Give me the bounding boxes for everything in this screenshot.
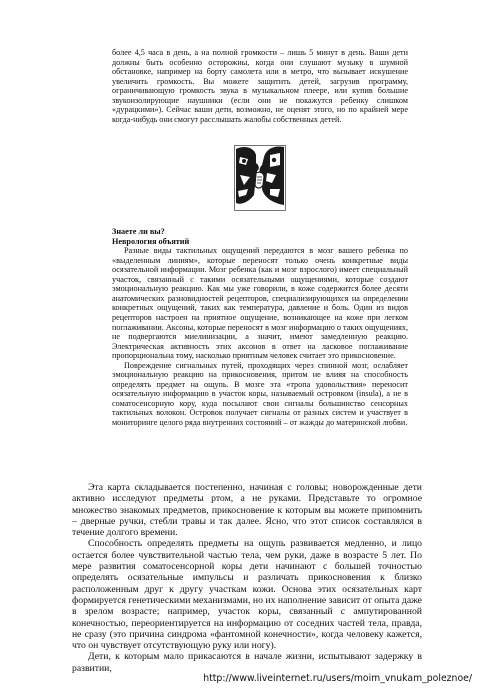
- text-box-top: [112, 48, 408, 124]
- footer-url-link[interactable]: http://www.liveinternet.ru/users/moim_vnukam_poleznoe/: [203, 673, 472, 684]
- two-faces-whisper-icon: [234, 145, 286, 211]
- sidebar-paragraph: Разные виды тактильных ощущений передаются в мозг вашего ребенка по «выделенным линиям», которые переносят только очень конкретные виды осязательной информации. Мозг ребенка (как и мозг взрослого) имеет специальный участок, связанный с такими осязательными ощущениями, которые создают эмоциональную реакцию. Как мы уже говорили, в коже содержится более десяти анатомических разновидностей рецепторов, специализирующихся на определении конкретных ощущений, таких как температура, давление и боль. Один из видов рецепторов настроен на приятное ощущение, возникающее на коже при легком поглаживании. Аксоны, которые переносят в мозг информацию о таких ощущениях, не подвергаются миелинизации, а значит, имеют замедленную реакцию. Электрическая активность этих аксонов в ответ на ласковое поглаживание пропорциональна тому, насколько приятным человек считает это прикосновение.: [112, 246, 408, 361]
- main-paragraph: Способность определять предметы на ощупь развивается медленно, и лицо остается более чувствительной частью тела, чем руки, даже в возрасте 5 лет. По мере развития соматосенсорной коры дети начинают с большей точностью определять осязательные импульсы и различать прикосновения к близко расположенным друг к другу участкам кожи. Основа этих осязательных карт формируется генетическими механизмами, но их наполнение зависит от опыта даже в зрелом возрасте; например, участок коры, связанный с ампутированной конечностью, переориентируется на информацию от соседних частей тела, правда, не сразу (это причина синдрома «фантомной конечности», когда человеку кажется, что он чувствует отсутствующую руку или ногу).: [72, 538, 422, 652]
- main-paragraph: Эта карта складывается постепенно, начиная с головы; новорожденные дети активно исследуют предметы ртом, а не руками. Представьте то огромное множество знакомых предметов, прикосновение к которым вы можете припомнить – дверные ручки, стебли травы и так далее. Ясно, что этот список составлялся в течение долгого времени.: [72, 482, 422, 539]
- box-paragraph: более 4,5 часа в день, а на полной громкости – лишь 5 минут в день. Ваши дети должны быть особенно осторожны, когда они слушают музыку в шумной обстановке, например на борту самолета или в метро, что вызывает искушение увеличить громкость. Вы можете защитить детей, загрузив программу, ограничивающую громкость звука в музыкальном плеере, или купив большие звукоизолирующие наушники (если они не покажутся ребенку слишком «дурацкими»). Сейчас ваши дети, возможно, не оценят этого, но по крайней мере когда-нибудь они смогут расслышать жалобы собственных детей.: [112, 48, 408, 124]
- sidebar-subtitle: Неврология объятий: [112, 236, 190, 246]
- sidebar-title: Знаете ли вы?: [112, 227, 165, 236]
- sidebar-paragraph: Повреждение сигнальных путей, проходящих через спинной мозг, ослабляет эмоциональную реакцию на прикосновения, притом не влияя на способность определять предмет на ощупь. В мозге эта «тропа удовольствия» переносит осязательную информацию в участок коры, называемый островком (insula), а не в соматосенсорную кору, куда посылают свои сигналы большинство сенсорных тактильных волокон. Островок получает сигналы от разных систем и участвует в мониторинге целого ряда внутренних состояний – от жажды до материнской любви.: [112, 360, 408, 428]
- sidebar-box: [112, 227, 408, 428]
- main-text: [72, 482, 422, 674]
- main-paragraph: Дети, к которым мало прикасаются в начале жизни, испытывают задержку в развитии,: [72, 651, 422, 674]
